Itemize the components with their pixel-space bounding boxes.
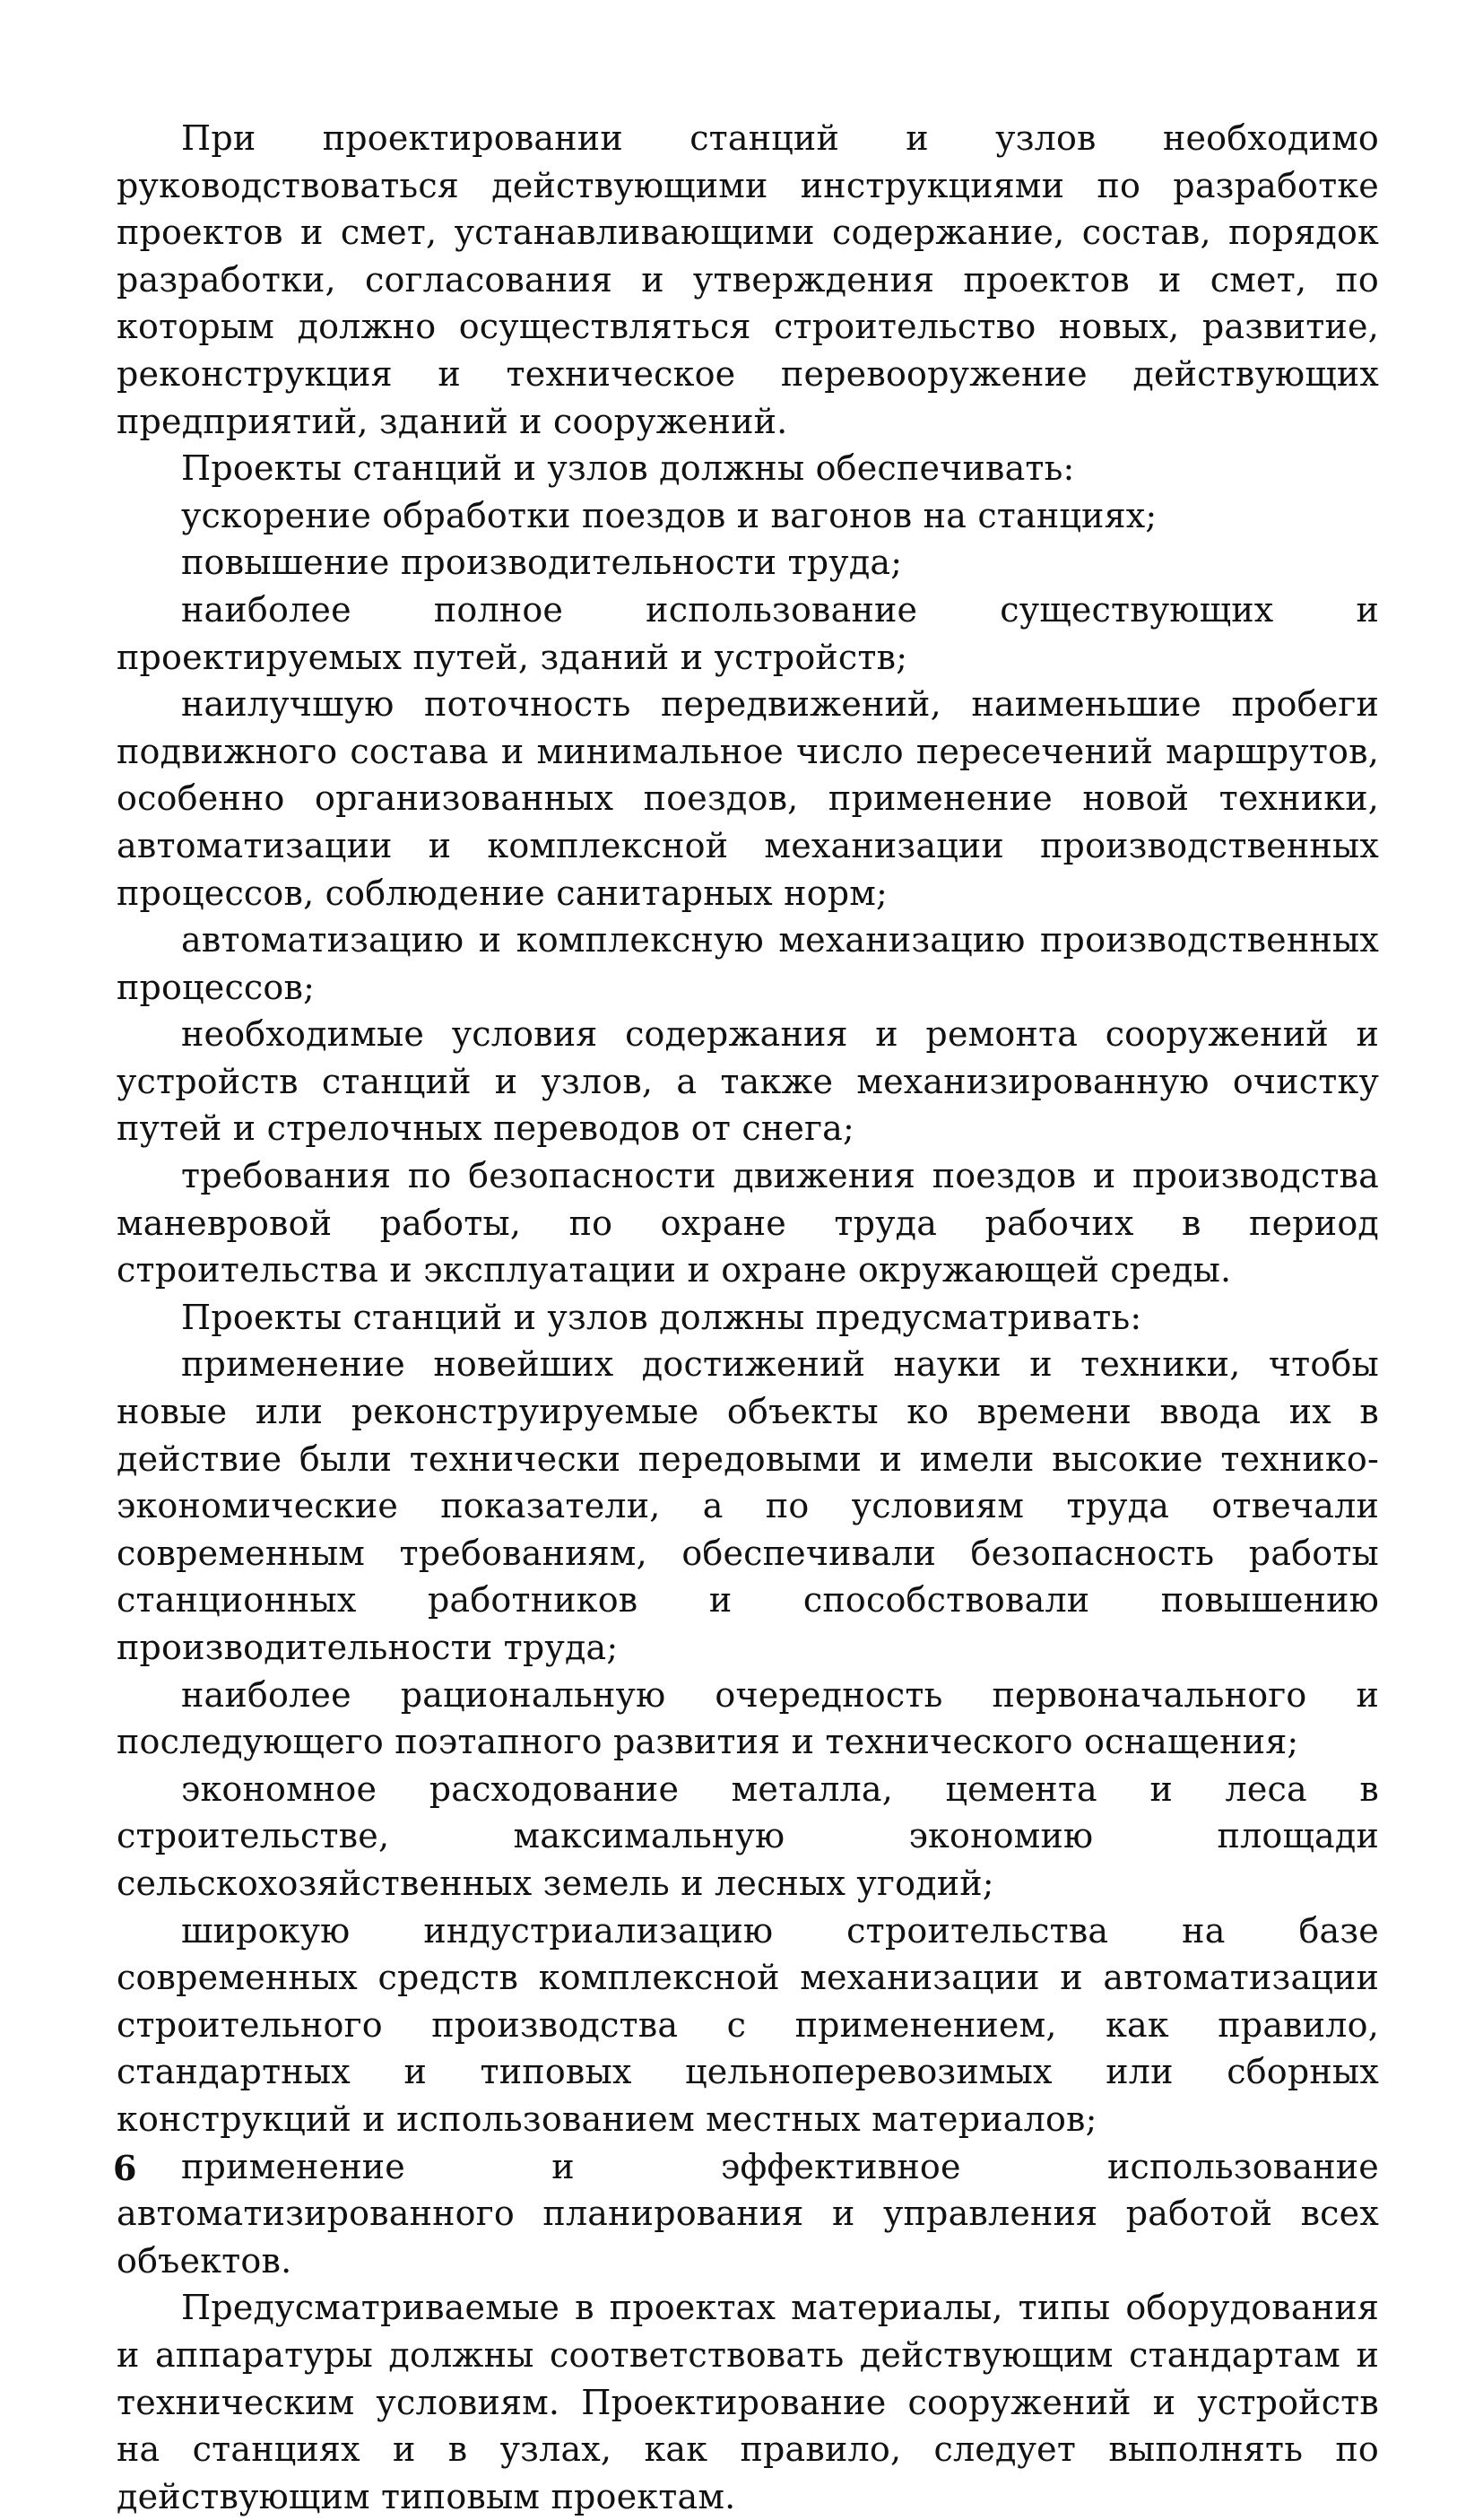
list-item: автоматизацию и комплексную механизацию производственных процессов; (117, 920, 1379, 1007)
body-text (117, 115, 1379, 2520)
list-item: наиболее рациональную очередность первоначального и последующего поэтапного развития и технического оснащения; (117, 1674, 1379, 1762)
paragraph-closing: Предусматриваемые в проектах материалы, типы оборудования и аппаратуры должны соответствовать действующим стандартам и техническим условиям. Проектирование сооружений и устройств на станциях и в узлах, как правило, следует выполнять по действующим типовым проектам. (117, 2288, 1379, 2516)
list-item: применение и эффективное использование автоматизированного планирования и управления работой всех объектов. (117, 2146, 1379, 2281)
list-item: ускорение обработки поездов и вагонов на станциях; (181, 495, 1158, 535)
paragraph-intro: При проектировании станций и узлов необходимо руководствоваться действующими инструкциями по разработке проектов и смет, устанавливающими содержание, состав, порядок разработки, согласования и утверждения проектов и смет, по которым должно осуществляться строительство новых, развитие, реконструкция и техническое перевооружение действующих предприятий, зданий и сооружений. (117, 118, 1379, 441)
list-item: повышение производительности труда; (181, 543, 903, 583)
list-item: наиболее полное использование существующих и проектируемых путей, зданий и устройств; (117, 589, 1379, 677)
list-item: необходимые условия содержания и ремонта сооружений и устройств станций и узлов, а также механизированную очистку путей и стрелочных переводов от снега; (117, 1014, 1379, 1149)
paragraph-heading-obespechivat: Проекты станций и узлов должны обеспечивать: (181, 448, 1075, 489)
list-item: экономное расходование металла, цемента и леса в строительстве, максимальную экономию площади сельскохозяйственных земель и лесных угодий; (117, 1768, 1379, 1903)
paragraph-heading-predusmatrivat: Проекты станций и узлов должны предусматривать: (181, 1297, 1142, 1337)
list-item: широкую индустриализацию строительства на базе современных средств комплексной механизации и автоматизации строительного производства с применением, как правило, стандартных и типовых цельноперевозимых или сборных конструкций и использованием местных материалов; (117, 1910, 1379, 2139)
list-item: применение новейших достижений науки и техники, чтобы новые или реконструируемые объекты ко времени ввода их в действие были технически передовыми и имели высокие технико-экономические показатели, а по условиям труда отвечали современным требованиям, обеспечивали безопасность работы станционных работников и способствовали повышению производительности труда; (117, 1344, 1379, 1667)
list-item: наилучшую поточность передвижений, наименьшие пробеги подвижного состава и минимальное число пересечений маршрутов, особенно организованных поездов, применение новой техники, автоматизации и комплексной механизации производственных процессов, соблюдение санитарных норм; (117, 684, 1379, 913)
list-item: требования по безопасности движения поездов и производства маневровой работы, по охране труда рабочих в период строительства и эксплуатации и охране окружающей среды. (117, 1156, 1379, 1290)
page-number: 6 (113, 2148, 137, 2188)
